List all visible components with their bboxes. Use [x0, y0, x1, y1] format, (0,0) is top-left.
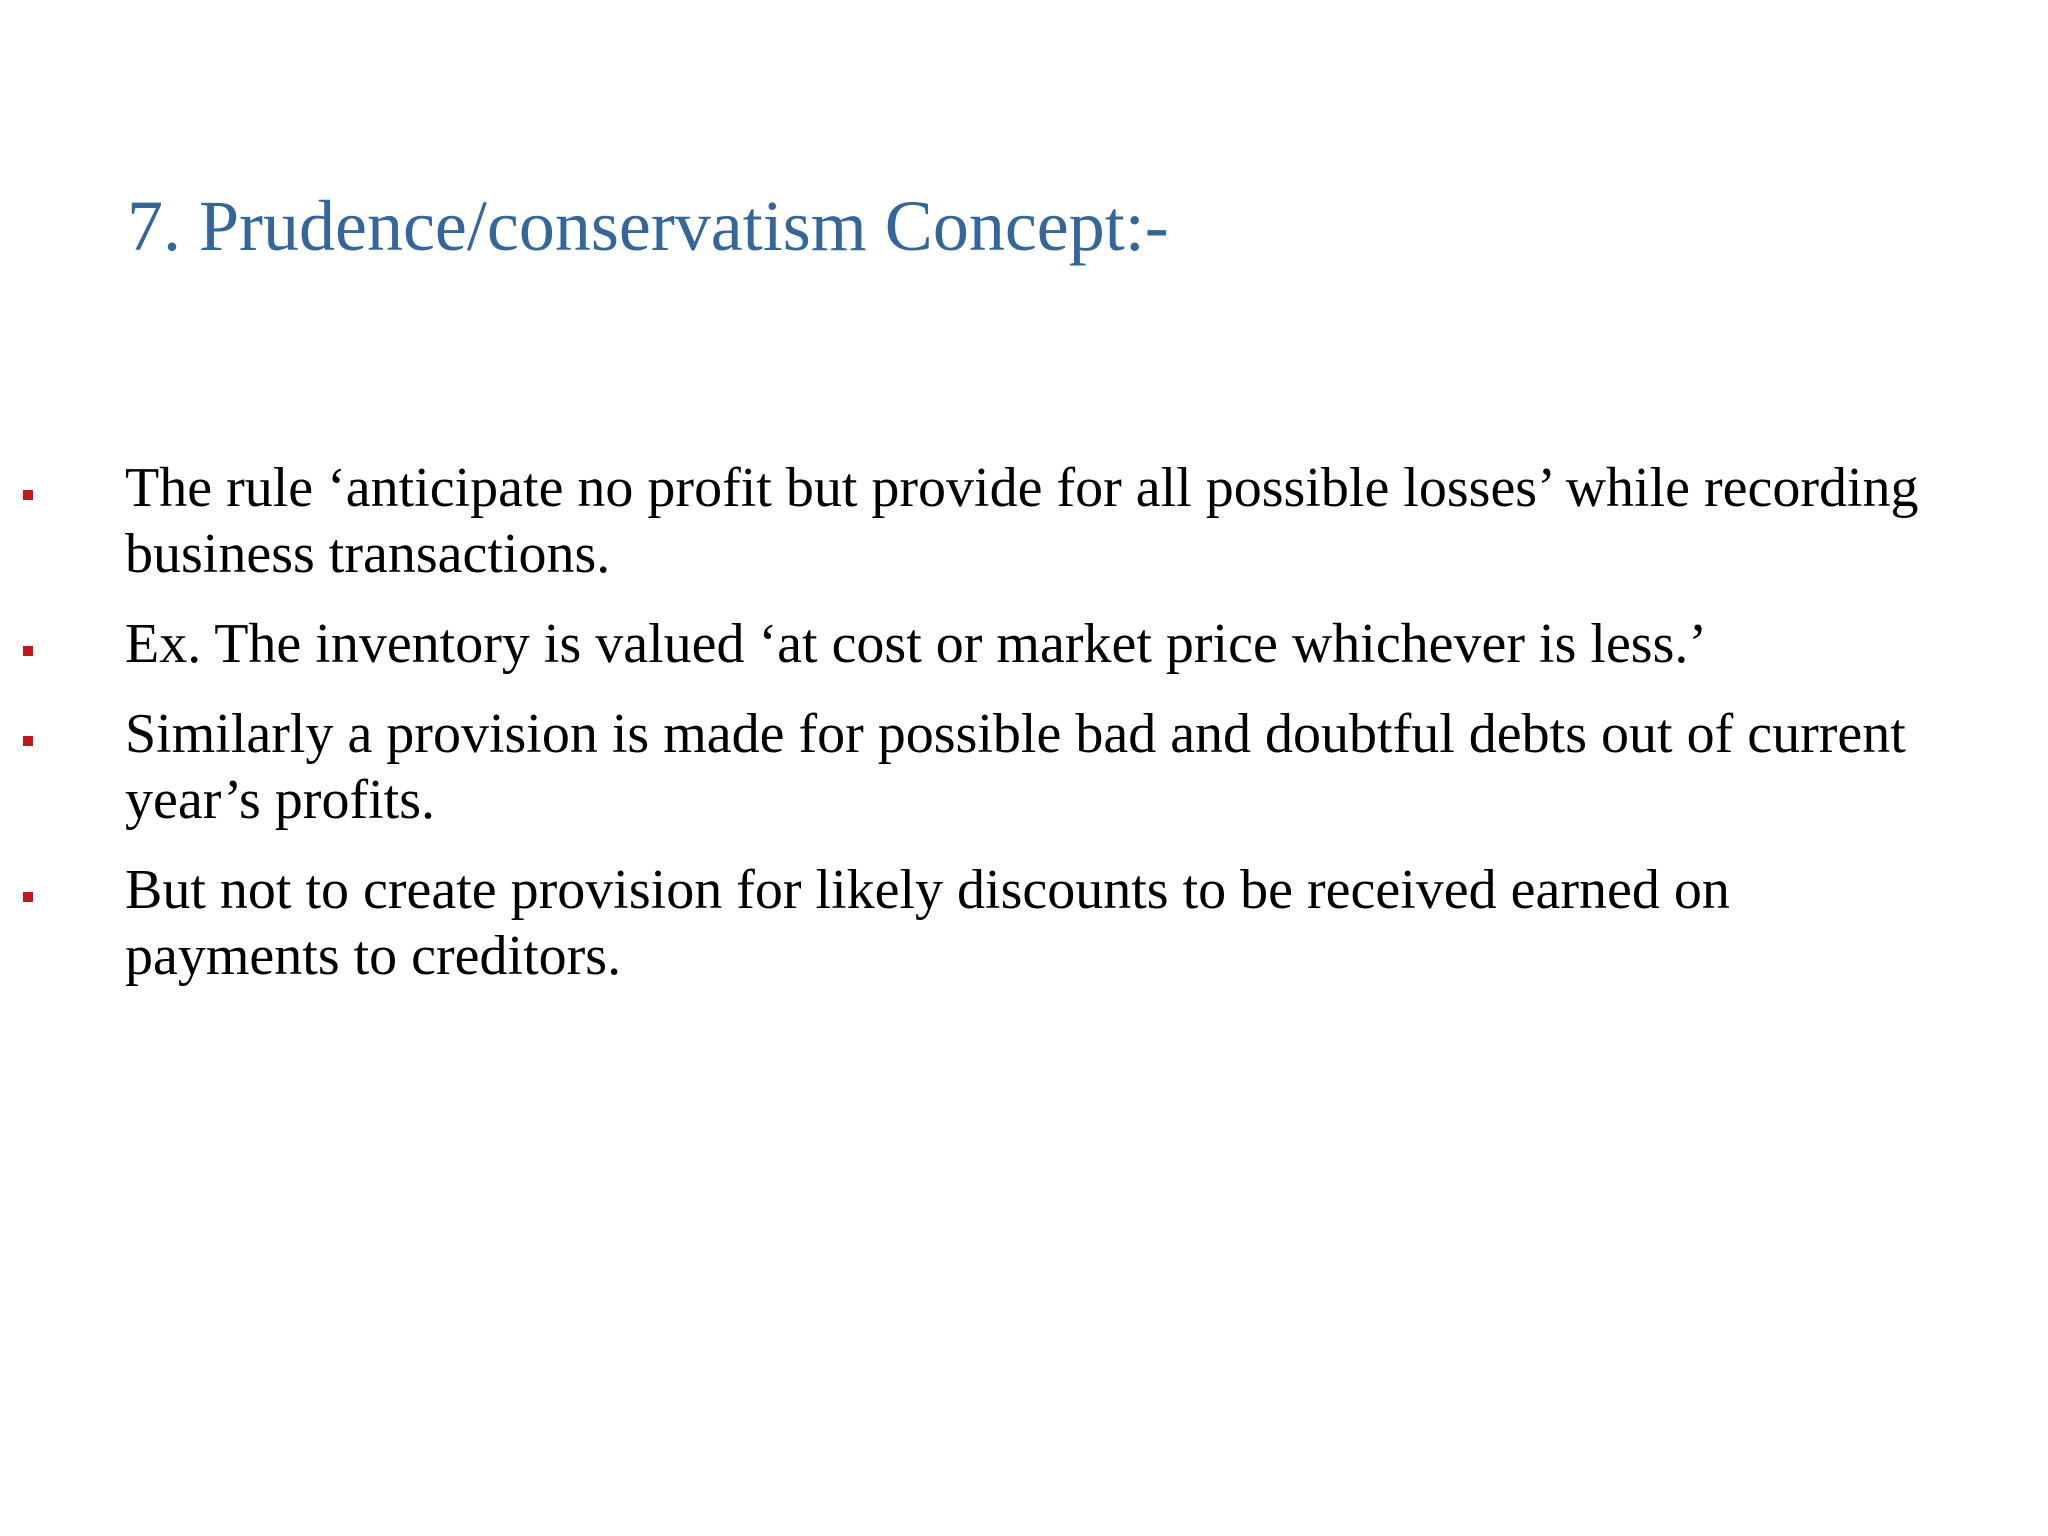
- bullet-text: Similarly a provision is made for possible bad and doubtful debts out of current year’s profits.: [125, 703, 1906, 831]
- bullet-item: [0, 857, 1955, 989]
- bullet-item: [0, 611, 1955, 677]
- bullet-list: [0, 455, 2048, 1013]
- bullet-text: Ex. The inventory is valued ‘at cost or market price whichever is less.’: [125, 613, 1708, 675]
- bullet-text: The rule ‘anticipate no profit but provide for all possible losses’ while recording business transactions.: [125, 457, 1919, 585]
- square-bullet-icon: [23, 646, 33, 656]
- bullet-item: [0, 455, 1955, 587]
- square-bullet-icon: [23, 490, 33, 500]
- square-bullet-icon: [23, 892, 33, 902]
- square-bullet-icon: [23, 736, 33, 746]
- slide-title: 7. Prudence/conservatism Concept:-: [127, 186, 1169, 266]
- bullet-item: [0, 701, 1955, 833]
- bullet-text: But not to create provision for likely discounts to be received earned on payments to creditors.: [125, 859, 1730, 987]
